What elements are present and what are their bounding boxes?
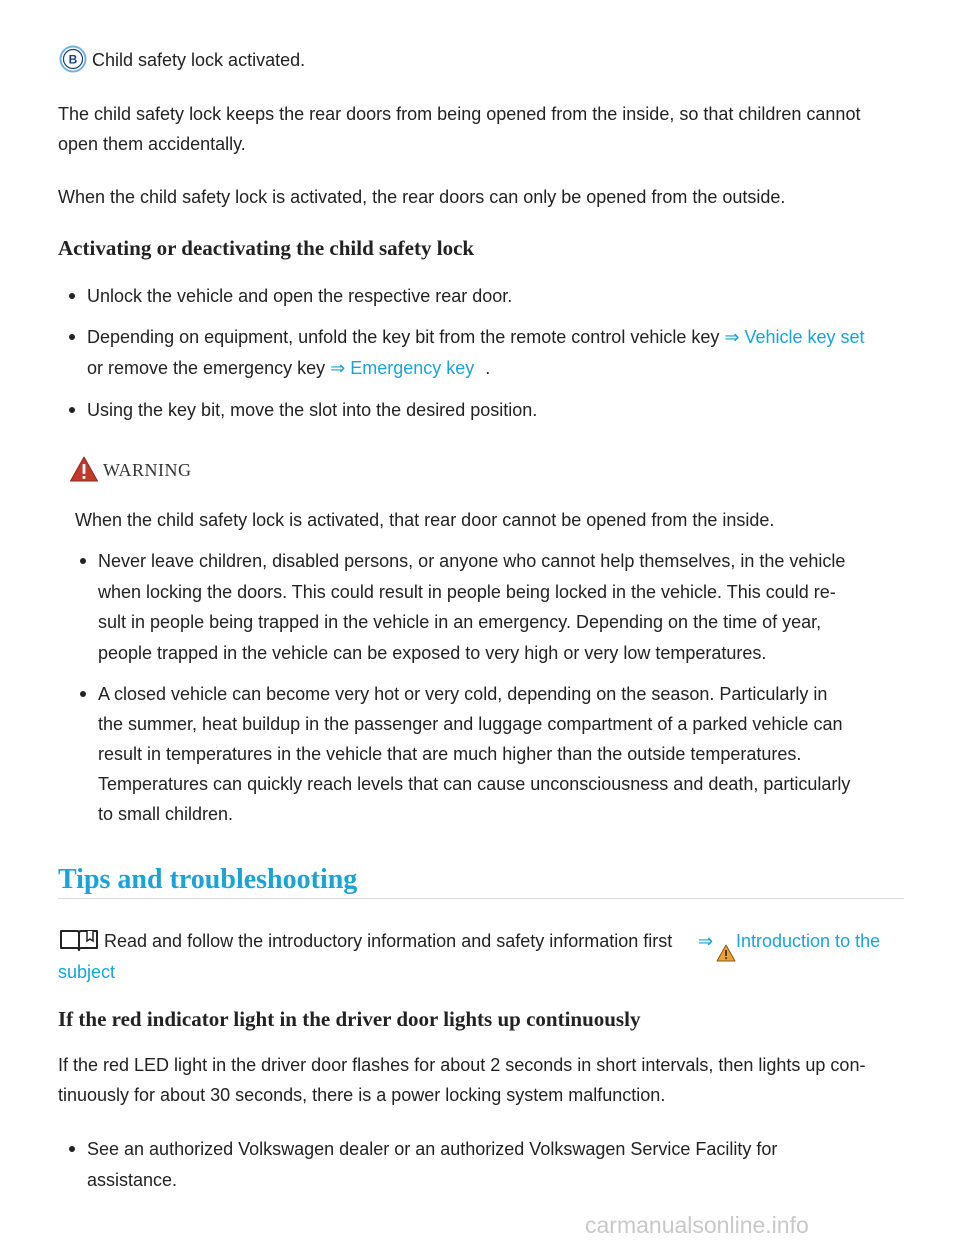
svg-text:B: B: [68, 52, 78, 67]
list-item: Using the key bit, move the slot into the desired position.: [87, 395, 537, 425]
intro-paragraph-line1: The child safety lock keeps the rear doors from being opened from the inside, so that children cannot: [58, 104, 861, 124]
list-item-text: or remove the emergency key: [87, 358, 326, 378]
book-icon: [59, 928, 99, 952]
vehicle-key-set-link[interactable]: ⇒ Vehicle key set: [724, 327, 865, 347]
list-item-continuation: the summer, heat buildup in the passenger and luggage compartment of a parked vehicle can: [98, 714, 843, 734]
section-divider: [58, 898, 904, 899]
read-first-text: Read and follow the introductory information and safety information first: [104, 931, 673, 951]
list-item-continuation: when locking the doors. This could result in people being locked in the vehicle. This could re-: [98, 582, 836, 602]
intro-paragraph-2: When the child safety lock is activated, the rear doors can only be opened from the outside.: [58, 187, 786, 207]
list-item-end: .: [485, 358, 491, 378]
list-item-continuation: people trapped in the vehicle can be exposed to very high or very low temperatures.: [98, 643, 767, 663]
arrow-symbol: ⇒: [698, 931, 714, 951]
indicator-paragraph-line2: tinuously for about 30 seconds, there is a power locking system malfunction.: [58, 1085, 666, 1105]
intro-paragraph-line2: open them accidentally.: [58, 134, 246, 154]
subheading-red-indicator: If the red indicator light in the driver door lights up continuously: [58, 1007, 641, 1031]
list-item: Unlock the vehicle and open the respective rear door.: [87, 281, 512, 311]
warning-triangle-icon: [716, 944, 736, 962]
list-item-continuation: [87, 353, 490, 383]
warning-lead: When the child safety lock is activated, that rear door cannot be opened from the inside.: [75, 510, 775, 530]
callout-b-icon: [59, 45, 87, 73]
list-item: See an authorized Volkswagen dealer or an authorized Volkswagen Service Facility for: [87, 1134, 777, 1164]
list-item: Never leave children, disabled persons, or anyone who cannot help themselves, in the vehicle: [98, 546, 845, 576]
warning-triangle-icon: [69, 455, 99, 483]
list-item: [87, 322, 865, 352]
introduction-link[interactable]: Introduction to the: [736, 931, 881, 951]
watermark: carmanualsonline.info: [585, 1212, 809, 1238]
list-item-continuation: to small children.: [98, 804, 234, 824]
figure-caption: Child safety lock activated.: [92, 50, 306, 70]
warning-title: WARNING: [103, 460, 192, 480]
list-item-continuation: assistance.: [87, 1170, 178, 1190]
list-item-continuation: result in temperatures in the vehicle that are much higher than the outside temperatures.: [98, 744, 802, 764]
list-item-continuation: Temperatures can quickly reach levels that can cause unconsciousness and death, particularly: [98, 774, 851, 794]
list-item-continuation: sult in people being trapped in the vehicle in an emergency. Depending on the time of year,: [98, 612, 822, 632]
list-item-text: Depending on equipment, unfold the key bit from the remote control vehicle key: [87, 327, 720, 347]
section-heading-child-lock: Activating or deactivating the child safety lock: [58, 236, 475, 260]
emergency-key-link[interactable]: ⇒ Emergency key: [330, 358, 475, 378]
tips-heading: Tips and troubleshooting: [58, 864, 358, 895]
introduction-link-cont[interactable]: subject: [58, 962, 116, 982]
list-item: A closed vehicle can become very hot or very cold, depending on the season. Particularly in: [98, 679, 827, 709]
indicator-paragraph-line1: If the red LED light in the driver door flashes for about 2 seconds in short intervals, then lights up con-: [58, 1055, 866, 1075]
